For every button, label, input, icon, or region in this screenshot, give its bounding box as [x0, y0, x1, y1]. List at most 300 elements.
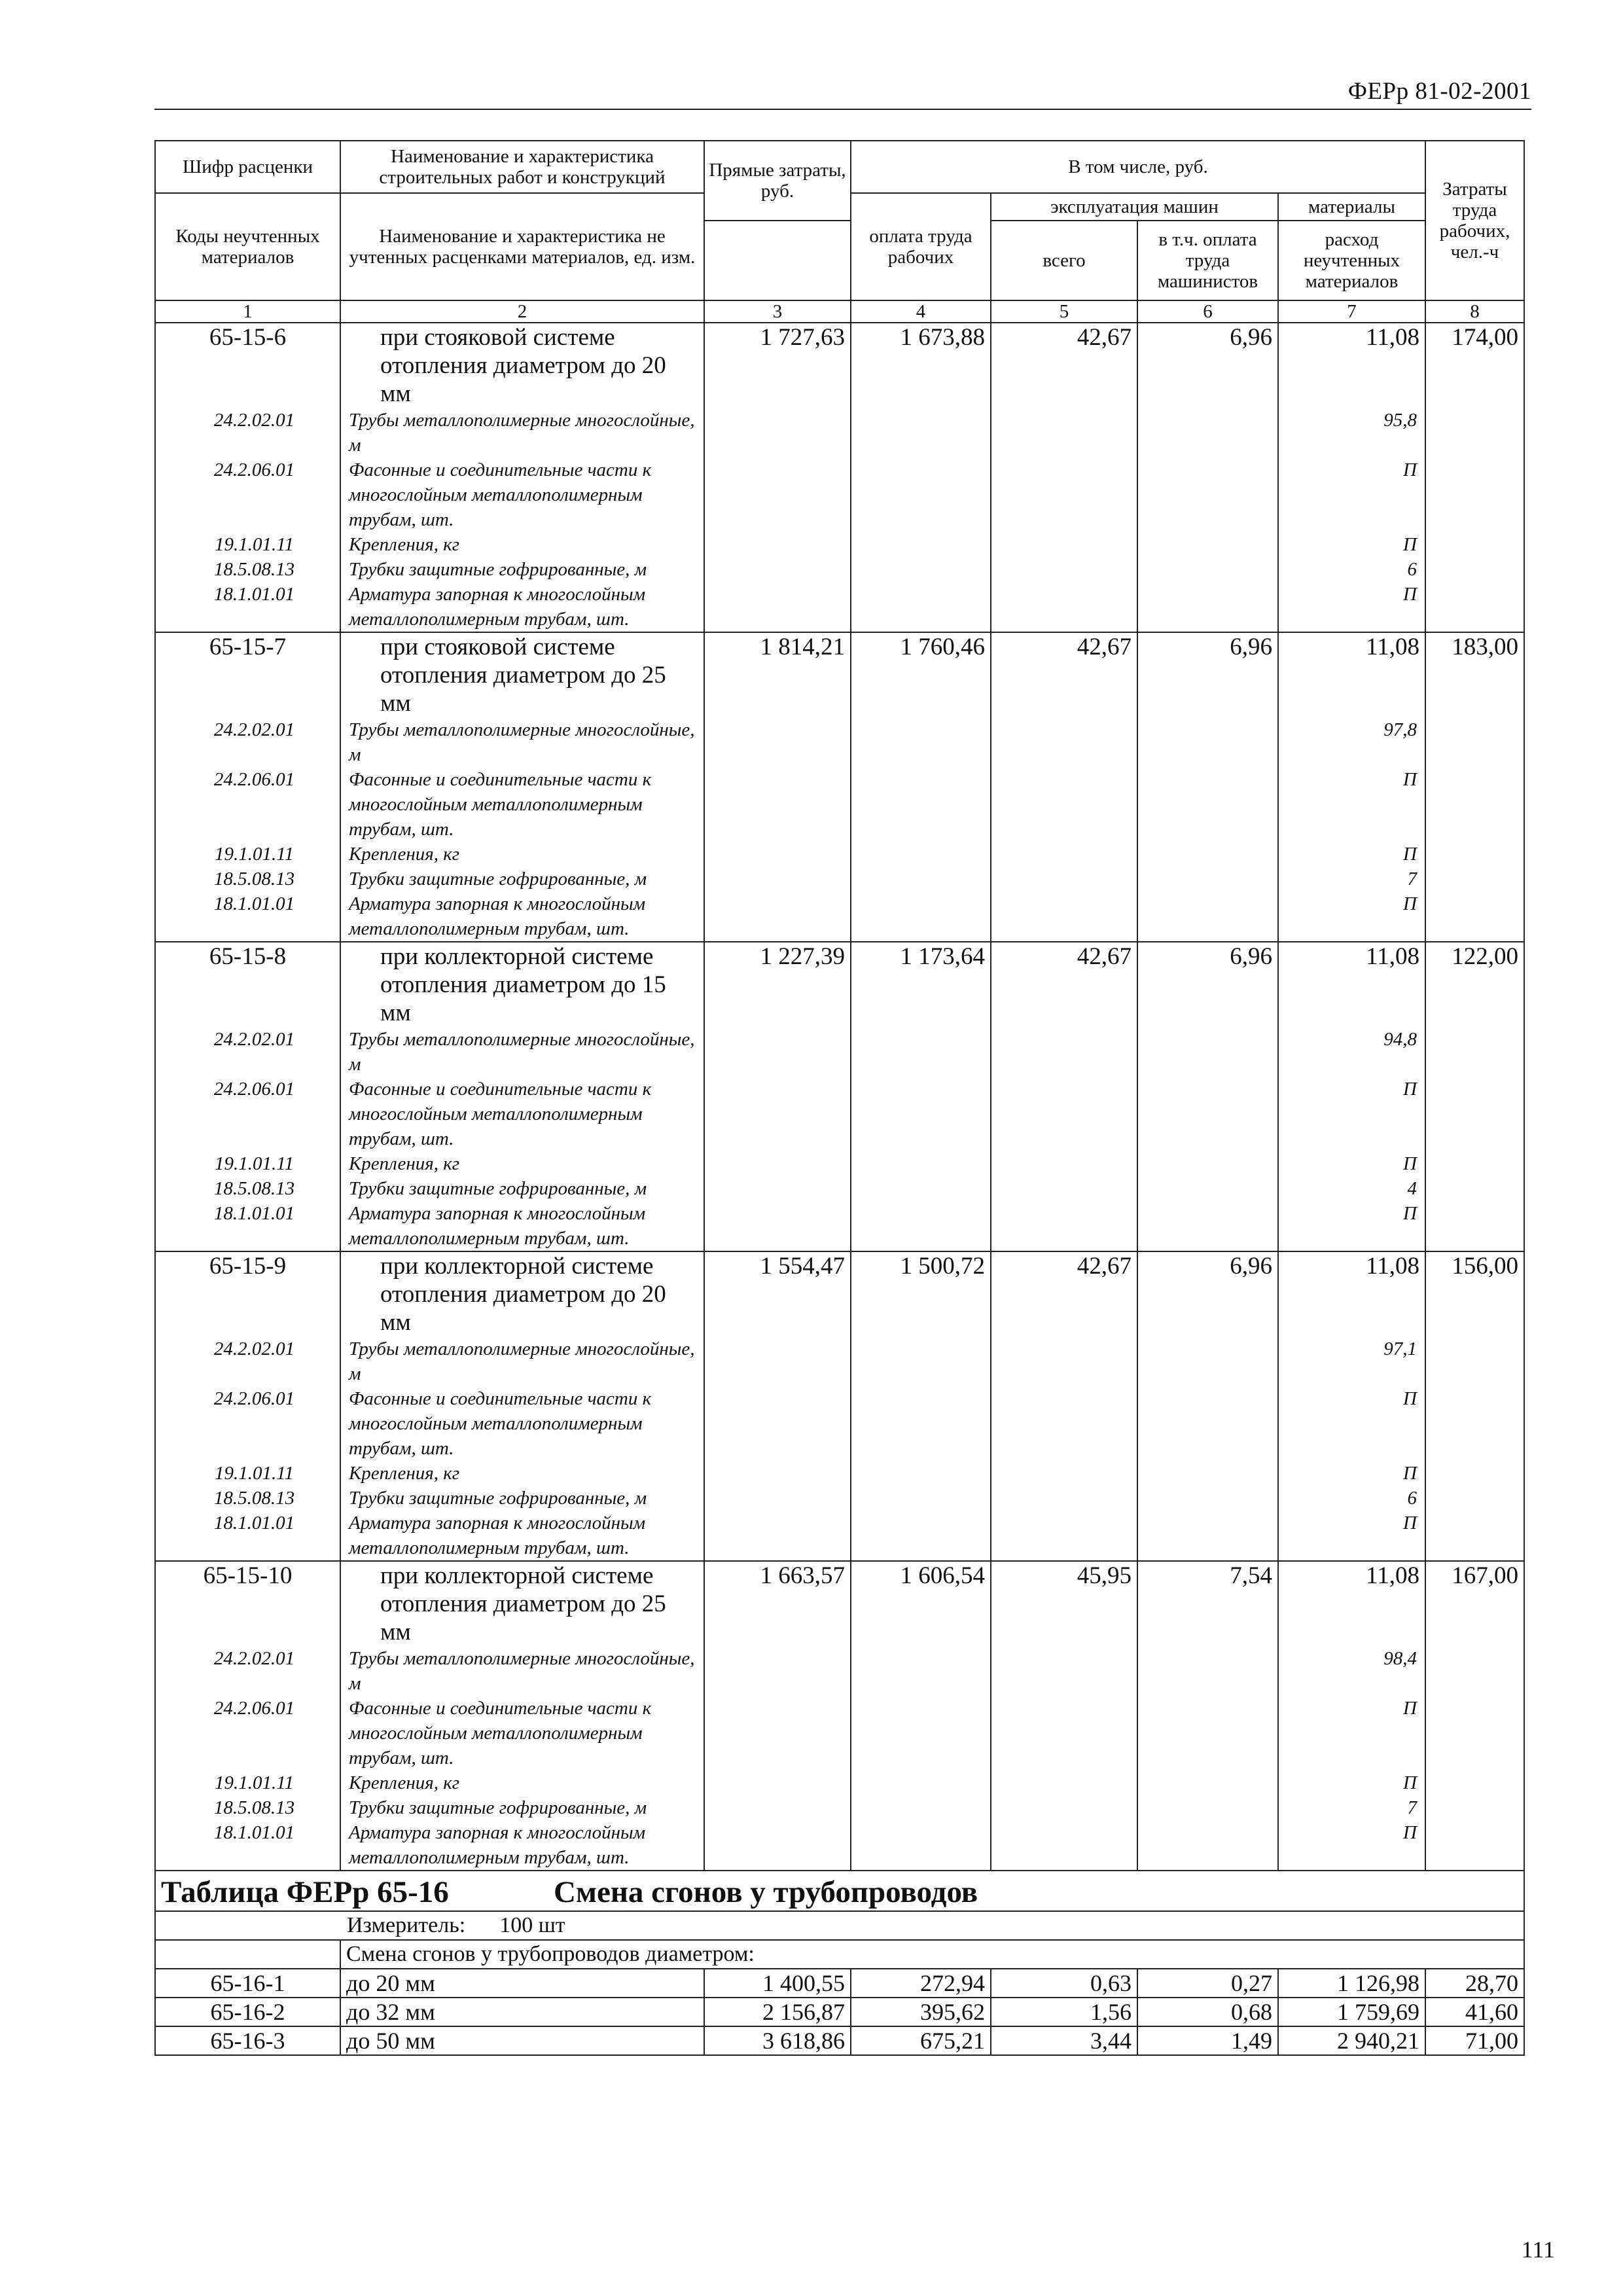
header-labor-pay: оплата труда рабочих	[851, 193, 991, 300]
labor-costs: 167,00	[1425, 1561, 1524, 1646]
empty-cell	[704, 557, 851, 582]
empty-cell	[851, 1696, 991, 1770]
empty-cell	[851, 1820, 991, 1871]
machines-labor: 6,96	[1137, 942, 1278, 1027]
material-name: Трубы металлополимерные многослойные, м	[340, 408, 704, 457]
rate-name: при коллекторной системе отопления диаметром до 25 мм	[340, 1561, 704, 1646]
rate-name: до 32 мм	[340, 1998, 704, 2026]
rate-name: при стояковой системе отопления диаметром до 25 мм	[340, 632, 704, 717]
material-code: 19.1.01.11	[155, 1461, 340, 1486]
labor-pay: 1 606,54	[851, 1561, 991, 1646]
empty-cell	[1425, 1820, 1524, 1871]
empty-cell	[704, 842, 851, 867]
rate-code: 65-15-9	[155, 1251, 340, 1336]
empty-cell	[991, 1151, 1137, 1176]
material-name: Фасонные и соединительные части к многослойным металлополимерным трубам, шт.	[340, 1696, 704, 1770]
material-qty: 95,8	[1278, 408, 1425, 457]
material-code: 18.5.08.13	[155, 1795, 340, 1820]
direct-costs: 1 727,63	[704, 323, 851, 408]
direct-costs: 3 618,86	[704, 2026, 851, 2055]
empty-cell	[851, 891, 991, 942]
empty-cell	[1425, 1176, 1524, 1201]
material-row	[155, 1201, 1524, 1251]
material-name: Трубы металлополимерные многослойные, м	[340, 717, 704, 767]
labor-costs: 174,00	[1425, 323, 1524, 408]
empty-cell	[704, 1336, 851, 1386]
material-row	[155, 842, 1524, 867]
material-code: 19.1.01.11	[155, 842, 340, 867]
material-name: Арматура запорная к многослойным металлополимерным трубам, шт.	[340, 1201, 704, 1251]
machines-total: 0,63	[991, 1969, 1137, 1998]
materials-cost: 11,08	[1278, 632, 1425, 717]
machines-total: 42,67	[991, 1251, 1137, 1336]
empty-cell	[704, 1820, 851, 1871]
header-name: Наименование и характеристика строительных работ и конструкций	[340, 141, 704, 193]
material-row	[155, 1820, 1524, 1871]
header-missing-name: Наименование и характеристика не учтенных расценками материалов, ед. изм.	[340, 193, 704, 300]
empty-cell	[704, 1176, 851, 1201]
empty-cell	[1137, 767, 1278, 842]
empty-cell	[991, 717, 1137, 767]
empty-cell	[704, 1696, 851, 1770]
direct-costs: 1 227,39	[704, 942, 851, 1027]
material-row	[155, 1486, 1524, 1511]
material-row	[155, 891, 1524, 942]
materials-cost: 11,08	[1278, 942, 1425, 1027]
material-row	[155, 717, 1524, 767]
header-machines: эксплуатация машин	[991, 193, 1278, 221]
header-materials: материалы	[1278, 193, 1425, 221]
rate-row	[155, 323, 1524, 408]
empty-cell	[991, 1027, 1137, 1077]
empty-cell	[991, 1646, 1137, 1696]
material-code: 18.5.08.13	[155, 557, 340, 582]
material-qty: П	[1278, 891, 1425, 942]
empty-cell	[851, 1646, 991, 1696]
column-number: 3	[704, 300, 851, 323]
header-labor-costs: Затраты труда рабочих, чел.-ч	[1425, 141, 1524, 300]
material-row	[155, 532, 1524, 557]
empty-cell	[1137, 1386, 1278, 1461]
material-row	[155, 1511, 1524, 1561]
empty-cell	[1425, 408, 1524, 457]
empty-cell	[1137, 1027, 1278, 1077]
material-qty: 6	[1278, 1486, 1425, 1511]
material-code: 24.2.06.01	[155, 1077, 340, 1151]
material-row	[155, 1461, 1524, 1486]
material-name: Арматура запорная к многослойным металлополимерным трубам, шт.	[340, 1511, 704, 1561]
material-row	[155, 557, 1524, 582]
material-qty: П	[1278, 457, 1425, 532]
empty-cell	[851, 717, 991, 767]
material-name: Трубы металлополимерные многослойные, м	[340, 1646, 704, 1696]
empty-cell	[991, 1386, 1137, 1461]
material-name: Арматура запорная к многослойным металлополимерным трубам, шт.	[340, 891, 704, 942]
machines-total: 1,56	[991, 1998, 1137, 2026]
material-qty: 4	[1278, 1176, 1425, 1201]
material-qty: П	[1278, 1511, 1425, 1561]
material-row	[155, 457, 1524, 532]
material-row	[155, 1077, 1524, 1151]
empty-cell	[851, 1201, 991, 1251]
material-qty: П	[1278, 1820, 1425, 1871]
empty-cell	[704, 1511, 851, 1561]
empty-cell	[704, 1646, 851, 1696]
empty-cell	[1137, 1770, 1278, 1795]
empty-cell	[1425, 867, 1524, 891]
header-missing-codes: Коды неучтенных материалов	[155, 193, 340, 300]
empty-cell	[851, 1386, 991, 1461]
empty-cell	[704, 1795, 851, 1820]
material-qty: 97,1	[1278, 1336, 1425, 1386]
column-number: 4	[851, 300, 991, 323]
empty-cell	[851, 582, 991, 632]
labor-pay: 1 760,46	[851, 632, 991, 717]
empty-cell	[1425, 1336, 1524, 1386]
empty-cell	[1137, 408, 1278, 457]
header-code: Шифр расценки	[155, 141, 340, 193]
material-row	[155, 1795, 1524, 1820]
material-row	[155, 867, 1524, 891]
material-row	[155, 408, 1524, 457]
empty-cell	[1137, 1646, 1278, 1696]
empty-cell	[851, 557, 991, 582]
empty-cell	[704, 767, 851, 842]
empty-cell	[704, 457, 851, 532]
material-qty: 97,8	[1278, 717, 1425, 767]
material-qty: П	[1278, 842, 1425, 867]
empty-cell	[1425, 1201, 1524, 1251]
empty-cell	[851, 457, 991, 532]
empty-cell	[991, 867, 1137, 891]
empty-cell	[851, 1176, 991, 1201]
machines-total: 42,67	[991, 942, 1137, 1027]
direct-costs: 1 814,21	[704, 632, 851, 717]
machines-labor: 0,68	[1137, 1998, 1278, 2026]
empty-cell	[1137, 1077, 1278, 1151]
meter-cell	[155, 1911, 1524, 1940]
material-code: 18.1.01.01	[155, 1511, 340, 1561]
empty-cell	[991, 532, 1137, 557]
empty-cell	[1425, 891, 1524, 942]
empty-cell	[1425, 1486, 1524, 1511]
empty-cell	[704, 408, 851, 457]
machines-labor: 6,96	[1137, 632, 1278, 717]
empty-cell	[1137, 867, 1278, 891]
direct-costs: 1 554,47	[704, 1251, 851, 1336]
empty-cell	[991, 582, 1137, 632]
empty-cell	[991, 1336, 1137, 1386]
material-qty: П	[1278, 1696, 1425, 1770]
labor-costs: 41,60	[1425, 1998, 1524, 2026]
material-qty: П	[1278, 1770, 1425, 1795]
empty-cell	[991, 1176, 1137, 1201]
empty-cell	[1137, 1201, 1278, 1251]
empty-cell	[851, 1151, 991, 1176]
material-code: 24.2.06.01	[155, 767, 340, 842]
empty-cell	[704, 1151, 851, 1176]
group-row	[155, 1940, 1524, 1969]
empty-cell	[1425, 1511, 1524, 1561]
material-qty: 94,8	[1278, 1027, 1425, 1077]
header-including: В том числе, руб.	[851, 141, 1425, 193]
material-name: Крепления, кг	[340, 532, 704, 557]
machines-total: 3,44	[991, 2026, 1137, 2055]
material-qty: П	[1278, 1386, 1425, 1461]
rate-row	[155, 1969, 1524, 1998]
machines-labor: 6,96	[1137, 323, 1278, 408]
rate-name: при стояковой системе отопления диаметром до 20 мм	[340, 323, 704, 408]
table-title: Смена сгонов у трубопроводов	[554, 1875, 978, 1909]
empty-cell	[851, 532, 991, 557]
materials-cost: 11,08	[1278, 323, 1425, 408]
machines-total: 45,95	[991, 1561, 1137, 1646]
group-title: Смена сгонов у трубопроводов диаметром:	[340, 1940, 1524, 1969]
empty-cell	[1137, 1795, 1278, 1820]
material-qty: 7	[1278, 867, 1425, 891]
labor-pay: 395,62	[851, 1998, 991, 2026]
material-code: 18.1.01.01	[155, 891, 340, 942]
material-name: Крепления, кг	[340, 1770, 704, 1795]
material-name: Трубы металлополимерные многослойные, м	[340, 1027, 704, 1077]
empty-cell	[991, 1770, 1137, 1795]
material-code: 24.2.02.01	[155, 717, 340, 767]
material-qty: П	[1278, 1201, 1425, 1251]
direct-costs: 1 400,55	[704, 1969, 851, 1998]
material-row	[155, 1770, 1524, 1795]
rate-code: 65-16-2	[155, 1998, 340, 2026]
empty-cell	[1425, 767, 1524, 842]
empty-cell	[704, 1386, 851, 1461]
empty-cell	[991, 1461, 1137, 1486]
material-code: 18.1.01.01	[155, 582, 340, 632]
empty-cell	[1137, 1820, 1278, 1871]
column-number: 7	[1278, 300, 1425, 323]
empty-cell	[991, 1077, 1137, 1151]
empty-cell	[1137, 1696, 1278, 1770]
table-title-cell	[155, 1871, 1524, 1911]
rate-code: 65-15-8	[155, 942, 340, 1027]
meter-value: 100 шт	[499, 1913, 565, 1937]
rate-name: при коллекторной системе отопления диаметром до 20 мм	[340, 1251, 704, 1336]
empty-cell	[1425, 1386, 1524, 1461]
empty-cell	[1137, 532, 1278, 557]
rate-code: 65-15-10	[155, 1561, 340, 1646]
machines-total: 42,67	[991, 323, 1137, 408]
empty-cell	[1425, 532, 1524, 557]
column-number: 2	[340, 300, 704, 323]
page-number: 111	[1521, 2236, 1555, 2263]
rate-name: при коллекторной системе отопления диаметром до 15 мм	[340, 942, 704, 1027]
material-qty: П	[1278, 582, 1425, 632]
material-row	[155, 1646, 1524, 1696]
empty-cell	[155, 1940, 340, 1969]
material-code: 18.5.08.13	[155, 867, 340, 891]
empty-cell	[851, 1795, 991, 1820]
materials-cost: 2 940,21	[1278, 2026, 1425, 2055]
material-name: Крепления, кг	[340, 842, 704, 867]
materials-cost: 11,08	[1278, 1251, 1425, 1336]
machines-labor: 0,27	[1137, 1969, 1278, 1998]
material-row	[155, 1336, 1524, 1386]
empty-cell	[704, 717, 851, 767]
column-number: 8	[1425, 300, 1524, 323]
machines-labor: 6,96	[1137, 1251, 1278, 1336]
empty-cell	[1137, 1151, 1278, 1176]
rate-code: 65-15-6	[155, 323, 340, 408]
rates-table-body	[155, 141, 1524, 2055]
material-row	[155, 1696, 1524, 1770]
materials-cost: 11,08	[1278, 1561, 1425, 1646]
direct-costs: 1 663,57	[704, 1561, 851, 1646]
material-row	[155, 1176, 1524, 1201]
header-direct-costs: Прямые затраты, руб.	[704, 141, 851, 221]
material-code: 24.2.02.01	[155, 1646, 340, 1696]
column-number: 5	[991, 300, 1137, 323]
meter-label: Измеритель:	[347, 1913, 466, 1937]
material-name: Фасонные и соединительные части к многослойным металлополимерным трубам, шт.	[340, 1077, 704, 1151]
empty-cell	[1425, 1077, 1524, 1151]
header-rule	[154, 109, 1531, 110]
empty-cell	[704, 1486, 851, 1511]
empty-cell	[851, 408, 991, 457]
empty-cell	[704, 891, 851, 942]
material-qty: П	[1278, 1461, 1425, 1486]
empty-cell	[1137, 457, 1278, 532]
material-name: Трубки защитные гофрированные, м	[340, 867, 704, 891]
labor-costs: 183,00	[1425, 632, 1524, 717]
rate-code: 65-16-3	[155, 2026, 340, 2055]
material-code: 24.2.06.01	[155, 457, 340, 532]
empty-cell	[991, 891, 1137, 942]
empty-cell	[1137, 557, 1278, 582]
rate-code: 65-15-7	[155, 632, 340, 717]
material-row	[155, 1386, 1524, 1461]
empty-cell	[991, 1795, 1137, 1820]
empty-cell	[1425, 1696, 1524, 1770]
materials-cost: 1 126,98	[1278, 1969, 1425, 1998]
labor-pay: 1 500,72	[851, 1251, 991, 1336]
empty-cell	[991, 557, 1137, 582]
material-row	[155, 582, 1524, 632]
empty-cell	[851, 1511, 991, 1561]
header-materials-sub: расход неучтенных материалов	[1278, 221, 1425, 300]
empty-cell	[1137, 1336, 1278, 1386]
labor-costs: 71,00	[1425, 2026, 1524, 2055]
labor-pay: 1 673,88	[851, 323, 991, 408]
material-qty: П	[1278, 1077, 1425, 1151]
header-direct-costs-cont	[704, 221, 851, 300]
empty-cell	[1425, 1795, 1524, 1820]
empty-cell	[1425, 457, 1524, 532]
labor-pay: 675,21	[851, 2026, 991, 2055]
empty-cell	[704, 867, 851, 891]
empty-cell	[704, 1027, 851, 1077]
material-qty: 6	[1278, 557, 1425, 582]
empty-cell	[704, 1461, 851, 1486]
empty-cell	[991, 1486, 1137, 1511]
material-code: 24.2.02.01	[155, 408, 340, 457]
material-code: 19.1.01.11	[155, 1770, 340, 1795]
rate-row	[155, 1251, 1524, 1336]
rate-name: до 20 мм	[340, 1969, 704, 1998]
rates-table	[154, 140, 1525, 2056]
meter-row	[155, 1911, 1524, 1940]
material-name: Арматура запорная к многослойным металлополимерным трубам, шт.	[340, 582, 704, 632]
material-name: Трубки защитные гофрированные, м	[340, 1795, 704, 1820]
material-qty: 7	[1278, 1795, 1425, 1820]
empty-cell	[991, 408, 1137, 457]
material-name: Фасонные и соединительные части к многослойным металлополимерным трубам, шт.	[340, 767, 704, 842]
material-name: Трубки защитные гофрированные, м	[340, 557, 704, 582]
empty-cell	[1137, 1461, 1278, 1486]
rate-row	[155, 632, 1524, 717]
material-qty: 98,4	[1278, 1646, 1425, 1696]
empty-cell	[1425, 1461, 1524, 1486]
labor-costs: 156,00	[1425, 1251, 1524, 1336]
rate-row	[155, 1998, 1524, 2026]
material-name: Трубки защитные гофрированные, м	[340, 1486, 704, 1511]
labor-costs: 122,00	[1425, 942, 1524, 1027]
empty-cell	[991, 1820, 1137, 1871]
materials-cost: 1 759,69	[1278, 1998, 1425, 2026]
empty-cell	[851, 1770, 991, 1795]
material-name: Арматура запорная к многослойным металлополимерным трубам, шт.	[340, 1820, 704, 1871]
empty-cell	[851, 1461, 991, 1486]
rate-row	[155, 942, 1524, 1027]
empty-cell	[991, 457, 1137, 532]
labor-pay: 272,94	[851, 1969, 991, 1998]
material-qty: П	[1278, 1151, 1425, 1176]
empty-cell	[1425, 842, 1524, 867]
empty-cell	[1425, 1027, 1524, 1077]
table-label: Таблица ФЕРр 65-16	[161, 1875, 449, 1909]
empty-cell	[1137, 1176, 1278, 1201]
empty-cell	[1137, 582, 1278, 632]
empty-cell	[991, 767, 1137, 842]
empty-cell	[1425, 1770, 1524, 1795]
column-number: 6	[1137, 300, 1278, 323]
direct-costs: 2 156,87	[704, 1998, 851, 2026]
material-code: 18.1.01.01	[155, 1201, 340, 1251]
empty-cell	[851, 767, 991, 842]
material-name: Трубы металлополимерные многослойные, м	[340, 1336, 704, 1386]
header-machines-total: всего	[991, 221, 1137, 300]
material-row	[155, 1027, 1524, 1077]
labor-pay: 1 173,64	[851, 942, 991, 1027]
empty-cell	[991, 1696, 1137, 1770]
empty-cell	[1425, 1646, 1524, 1696]
material-code: 24.2.02.01	[155, 1336, 340, 1386]
labor-costs: 28,70	[1425, 1969, 1524, 1998]
empty-cell	[704, 1201, 851, 1251]
empty-cell	[851, 1486, 991, 1511]
material-name: Фасонные и соединительные части к многослойным металлополимерным трубам, шт.	[340, 457, 704, 532]
empty-cell	[851, 1077, 991, 1151]
rate-row	[155, 1561, 1524, 1646]
empty-cell	[1137, 842, 1278, 867]
machines-total: 42,67	[991, 632, 1137, 717]
empty-cell	[991, 842, 1137, 867]
empty-cell	[851, 1336, 991, 1386]
header-machines-labor: в т.ч. оплата труда машинистов	[1137, 221, 1278, 300]
empty-cell	[1425, 582, 1524, 632]
empty-cell	[704, 582, 851, 632]
empty-cell	[1425, 717, 1524, 767]
material-code: 18.5.08.13	[155, 1486, 340, 1511]
empty-cell	[1137, 891, 1278, 942]
column-number-row	[155, 300, 1524, 323]
